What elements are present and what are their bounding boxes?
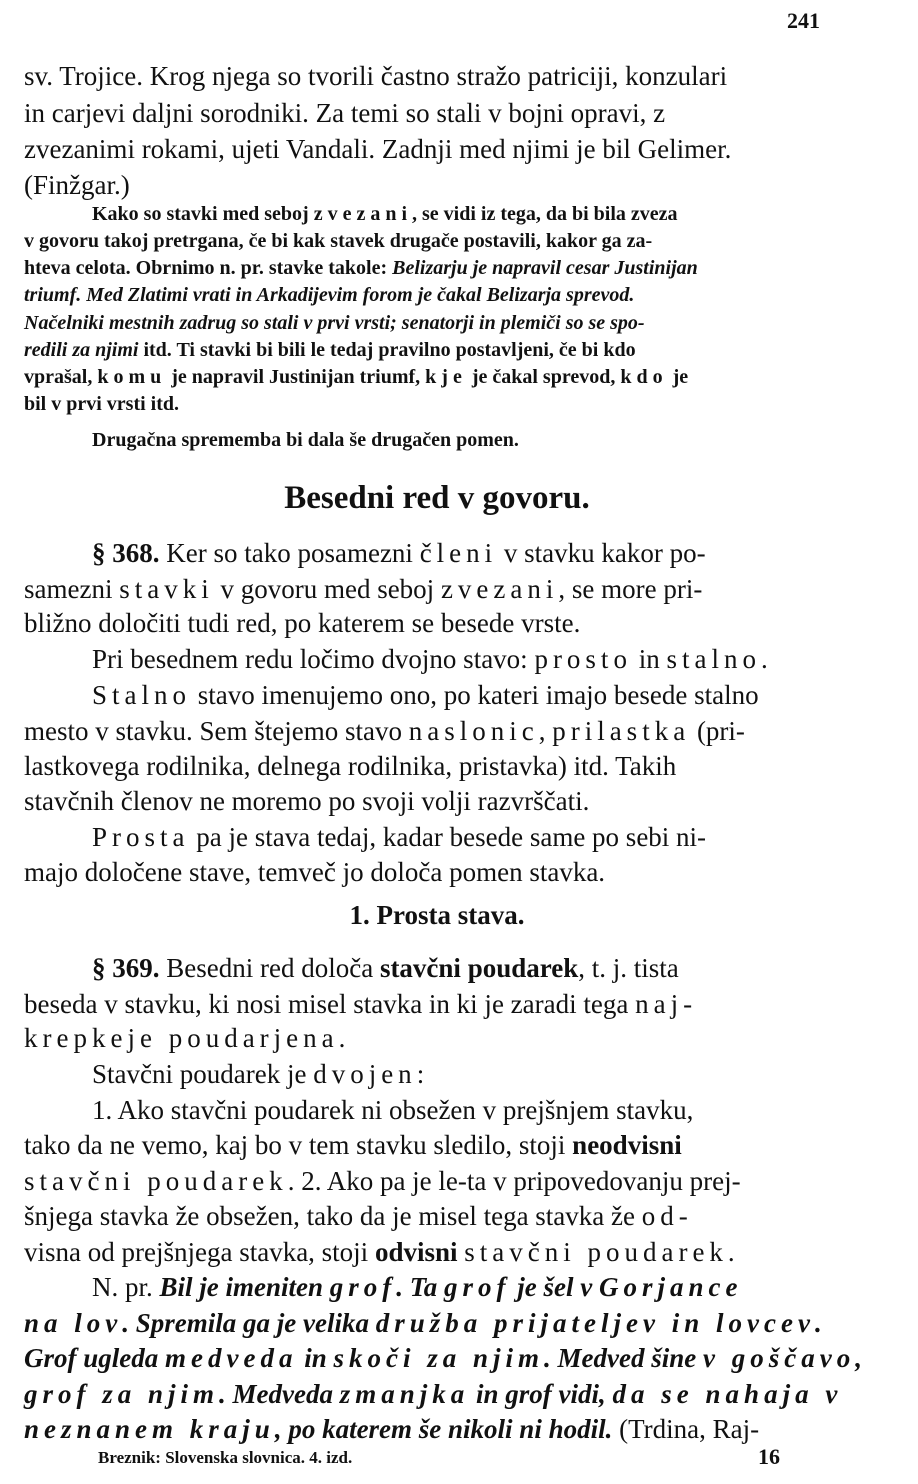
small-text-line: v govoru takoj pretrgana, če bi kak stavek drugače postavili, kakor ga za- [24,230,653,252]
text-line: neznanem kraju, po katerem še nikoli ni hodil. (Trdina, Raj- [24,1414,760,1444]
text-line: 1. Ako stavčni poudarek ni obsežen v prejšnjem stavku, [92,1095,694,1125]
section-heading: Besedni red v govoru. [284,480,590,516]
small-text-line: bil v prvi vrsti itd. [24,393,180,415]
text-line: Pri besednem redu ločimo dvojno stavo: prosto in stalno. [92,644,768,674]
text-line: tako da ne vemo, kaj bo v tem stavku sledilo, stoji neodvisni [24,1130,682,1160]
small-text-line: Kako so stavki med seboj zvezani, se vidi iz tega, da bi bila zveza [92,203,678,225]
text-line: stavčnih členov ne moremo po svoji volji razvrščati. [24,786,590,816]
text-line: Stavčni poudarek je dvojen: [92,1059,425,1089]
text-line: bližno določiti tudi red, po katerem se besede vrste. [24,608,581,638]
text-line: visna od prejšnjega stavka, stoji odvisni stavčni poudarek. [24,1237,735,1267]
small-text-line: redili za njimi itd. Ti stavki bi bili le tedaj pravilno postavljeni, če bi kdo [24,339,636,361]
small-text-line: triumf. Med Zlatimi vrati in Arkadijevim forom je čakal Belizarja sprevod. [24,284,635,306]
text-line: Grof ugleda medveda in skoči za njim. Medved šine v goščavo, [24,1343,862,1373]
footer-signature-number: 16 [758,1444,780,1469]
small-text-line: Drugačna sprememba bi dala še drugačen pomen. [92,429,519,451]
text-line: (Finžgar.) [24,170,130,200]
small-text-line: hteva celota. Obrnimo n. pr. stavke takole: Belizarju je napravil cesar Justinijan [24,257,698,279]
small-text-line: Načelniki mestnih zadrug so stali v prvi vrsti; senatorji in plemiči so se spo- [24,312,645,334]
text-line: mesto v stavku. Sem štejemo stavo naslonic, prilastka (pri- [24,716,745,746]
text-line: Stalno stavo imenujemo ono, po kateri imajo besede stalno [92,680,759,710]
book-page [24,0,862,1484]
text-line: šnjega stavka že obsežen, tako da je misel tega stavka že od- [24,1201,693,1231]
text-line: N. pr. Bil je imeniten grof. Ta grof je šel v Gorjance [92,1272,743,1302]
text-line: Prosta pa je stava tedaj, kadar besede same po sebi ni- [92,822,707,852]
text-line: krepkeje poudarjena. [24,1023,346,1053]
text-line: zvezanimi rokami, ujeti Vandali. Zadnji med njimi je bil Gelimer. [24,134,732,164]
footer-book-title: Breznik: Slovenska slovnica. 4. izd. [98,1448,353,1467]
text-line: § 368. Ker so tako posamezni členi v stavku kakor po- [92,538,706,568]
text-line: beseda v stavku, ki nosi misel stavka in ki je zaradi tega naj- [24,989,698,1019]
text-line: grof za njim. Medveda zmanjka in grof vidi, da se nahaja v [24,1379,843,1409]
text-line: stavčni poudarek. 2. Ako pa je le-ta v pripovedovanju prej- [24,1166,741,1196]
text-line: samezni stavki v govoru med seboj zvezani, se more pri- [24,574,703,604]
text-line: lastkovega rodilnika, delnega rodilnika, pristavka) itd. Takih [24,751,677,781]
text-line: sv. Trojice. Krog njega so tvorili častno stražo patriciji, konzulari [24,61,728,91]
text-line: na lov. Spremila ga je velika družba prijateljev in lovcev. [24,1308,822,1338]
small-text-line: vprašal, komu je napravil Justinijan triumf, kje je čakal sprevod, kdo je [24,366,689,388]
text-line: majo določene stave, temveč jo določa pomen stavka. [24,857,606,887]
subsection-heading: 1. Prosta stava. [349,900,525,930]
text-line: in carjevi daljni sorodniki. Za temi so stali v bojni opravi, z [24,98,666,128]
page-number: 241 [787,8,820,33]
text-line: § 369. Besedni red določa stavčni poudarek, t. j. tista [92,953,679,983]
